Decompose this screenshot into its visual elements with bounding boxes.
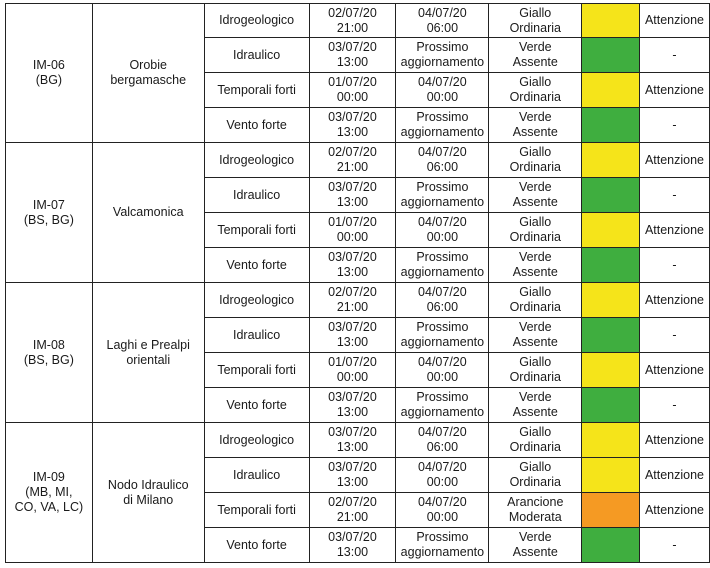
valid-from-date: 03/07/20 (328, 320, 377, 334)
alert-level-color-name: Giallo (519, 285, 552, 299)
valid-to-line-2: 06:00 (426, 300, 459, 314)
valid-from-time: 00:00 (336, 230, 369, 244)
valid-from-time: 21:00 (336, 300, 369, 314)
alert-table (5, 3, 710, 563)
alert-color-swatch (582, 353, 640, 388)
valid-from-time: 00:00 (336, 90, 369, 104)
valid-from-date: 03/07/20 (328, 40, 377, 54)
valid-from-date: 01/07/20 (328, 215, 377, 229)
valid-from-cell (309, 108, 396, 143)
alert-phase: Attenzione (644, 432, 705, 447)
alert-level-criticality: Assente (512, 55, 558, 69)
valid-from-cell (309, 4, 396, 38)
risk-type: Temporali forti (217, 362, 296, 377)
alert-level-cell (489, 493, 582, 528)
valid-to-line-2: aggiornamento (400, 405, 485, 419)
alert-level-color-name: Giallo (519, 215, 552, 229)
alert-color-swatch (582, 528, 640, 563)
valid-from-cell (309, 283, 396, 318)
risk-type: Idrogeologico (219, 13, 295, 27)
alert-level-criticality: Ordinaria (509, 370, 561, 384)
alert-level-color-name: Verde (518, 180, 552, 194)
alert-table-body (6, 4, 710, 563)
valid-from-date: 02/07/20 (328, 495, 377, 509)
risk-type-cell (204, 108, 309, 143)
alert-level-cell (489, 458, 582, 493)
table-row (6, 423, 710, 458)
risk-type-cell (204, 318, 309, 353)
valid-from-cell (309, 423, 396, 458)
area-name-line: Valcamonica (112, 205, 184, 219)
alert-level-criticality: Ordinaria (509, 160, 561, 174)
valid-to-cell (396, 318, 489, 353)
valid-from-date: 03/07/20 (328, 460, 377, 474)
alert-color-swatch (582, 283, 640, 318)
alert-level-criticality: Ordinaria (509, 20, 561, 35)
alert-level-color-name: Giallo (519, 355, 552, 369)
alert-phase: Attenzione (644, 292, 705, 307)
alert-color-swatch (582, 388, 640, 423)
risk-type: Vento forte (226, 257, 287, 272)
alert-level-color-name: Giallo (519, 460, 552, 474)
table-row (6, 143, 710, 178)
valid-from-time: 21:00 (336, 510, 369, 524)
alert-level-criticality: Assente (512, 545, 558, 559)
valid-from-time: 13:00 (336, 265, 369, 279)
alert-color-swatch (582, 248, 640, 283)
alert-phase-cell (639, 423, 709, 458)
alert-level-cell (489, 4, 582, 38)
alert-level-criticality: Ordinaria (509, 90, 561, 104)
alert-level-cell (489, 143, 582, 178)
risk-type-cell (204, 423, 309, 458)
valid-to-line-1: Prossimo (416, 110, 469, 124)
valid-to-cell (396, 4, 489, 38)
valid-to-cell (396, 423, 489, 458)
valid-to-line-1: 04/07/20 (418, 75, 467, 89)
alert-phase-cell (639, 38, 709, 73)
risk-type: Vento forte (226, 397, 287, 412)
valid-from-time: 00:00 (336, 370, 369, 384)
valid-to-cell (396, 528, 489, 563)
alert-phase-cell (639, 4, 709, 38)
alert-level-criticality: Ordinaria (509, 475, 561, 489)
area-name-line: bergamasche (110, 73, 187, 87)
area-name-cell (92, 143, 204, 283)
valid-from-date: 03/07/20 (328, 250, 377, 264)
zone-code: IM-07 (BS, BG) (23, 197, 74, 227)
risk-type-cell (204, 458, 309, 493)
risk-type-cell (204, 38, 309, 73)
valid-to-line-1: Prossimo (416, 180, 469, 194)
zone-code-cell (6, 283, 93, 423)
risk-type-cell (204, 178, 309, 213)
valid-to-line-2: 06:00 (426, 440, 459, 454)
area-name-cell (92, 283, 204, 423)
alert-level-color-name: Giallo (519, 5, 552, 20)
valid-to-cell (396, 248, 489, 283)
valid-to-line-1: 04/07/20 (418, 355, 467, 369)
valid-to-line-1: 04/07/20 (418, 285, 467, 299)
risk-type: Idraulico (232, 467, 281, 482)
alert-color-swatch (582, 143, 640, 178)
valid-from-time: 13:00 (336, 475, 369, 489)
alert-phase-cell (639, 388, 709, 423)
zone-code-cell (6, 143, 93, 283)
alert-level-cell (489, 353, 582, 388)
alert-phase: Attenzione (644, 362, 705, 377)
valid-to-cell (396, 178, 489, 213)
alert-phase: Attenzione (644, 502, 705, 517)
alert-phase-cell (639, 143, 709, 178)
valid-to-cell (396, 388, 489, 423)
valid-to-line-1: 04/07/20 (418, 425, 467, 439)
table-row (6, 283, 710, 318)
alert-level-criticality: Assente (512, 125, 558, 139)
alert-color-swatch (582, 178, 640, 213)
valid-from-time: 13:00 (336, 440, 369, 454)
valid-from-date: 03/07/20 (328, 390, 377, 404)
valid-from-time: 13:00 (336, 125, 369, 139)
valid-from-cell (309, 493, 396, 528)
alert-phase-cell (639, 213, 709, 248)
alert-color-swatch (582, 493, 640, 528)
alert-color-swatch (582, 4, 640, 38)
alert-color-swatch (582, 458, 640, 493)
valid-to-cell (396, 493, 489, 528)
valid-from-time: 21:00 (336, 20, 369, 35)
risk-type: Idraulico (232, 187, 281, 202)
alert-level-cell (489, 528, 582, 563)
alert-level-color-name: Verde (518, 320, 552, 334)
risk-type: Temporali forti (217, 222, 296, 237)
zone-code: IM-09 (MB, MI, CO, VA, LC) (14, 470, 84, 514)
valid-from-cell (309, 73, 396, 108)
risk-type-cell (204, 493, 309, 528)
zone-code: IM-08 (BS, BG) (23, 337, 74, 367)
alert-phase: - (672, 47, 677, 62)
risk-type-cell (204, 143, 309, 178)
alert-phase-cell (639, 108, 709, 143)
alert-level-cell (489, 213, 582, 248)
alert-level-cell (489, 388, 582, 423)
valid-to-line-1: Prossimo (416, 530, 469, 544)
alert-level-color-name: Giallo (519, 145, 552, 159)
valid-from-date: 03/07/20 (328, 110, 377, 124)
valid-from-date: 02/07/20 (328, 285, 377, 299)
valid-to-line-2: aggiornamento (400, 265, 485, 279)
alert-phase: - (672, 187, 677, 202)
alert-level-color-name: Arancione (507, 495, 564, 509)
area-name-line: di Milano (123, 492, 174, 507)
alert-level-color-name: Verde (518, 390, 552, 404)
valid-to-line-2: 00:00 (426, 90, 459, 104)
area-name-line: Nodo Idraulico (107, 477, 189, 492)
alert-phase-cell (639, 353, 709, 388)
alert-level-criticality: Ordinaria (509, 300, 561, 314)
valid-from-cell (309, 528, 396, 563)
alert-phase: Attenzione (644, 82, 705, 97)
alert-color-swatch (582, 38, 640, 73)
valid-to-cell (396, 458, 489, 493)
alert-phase-cell (639, 528, 709, 563)
valid-to-line-2: aggiornamento (400, 335, 485, 349)
valid-to-line-1: Prossimo (416, 390, 469, 404)
area-name-cell (92, 423, 204, 563)
table-row (6, 4, 710, 38)
risk-type-cell (204, 73, 309, 108)
alert-phase-cell (639, 493, 709, 528)
area-name-line: orientali (126, 352, 171, 367)
valid-from-time: 13:00 (336, 405, 369, 419)
alert-phase-cell (639, 283, 709, 318)
valid-from-time: 13:00 (336, 335, 369, 349)
valid-to-line-2: 00:00 (426, 370, 459, 384)
valid-from-time: 13:00 (336, 545, 369, 559)
valid-to-line-1: Prossimo (416, 250, 469, 264)
area-name-line: Laghi e Prealpi (106, 337, 190, 352)
valid-to-cell (396, 73, 489, 108)
alert-level-color-name: Verde (518, 250, 552, 264)
alert-level-cell (489, 178, 582, 213)
alert-phase: - (672, 117, 677, 132)
alert-phase: Attenzione (644, 467, 705, 482)
valid-from-time: 13:00 (336, 55, 369, 69)
valid-to-line-1: 04/07/20 (418, 5, 467, 20)
risk-type: Idraulico (232, 327, 281, 342)
alert-level-color-name: Verde (518, 40, 552, 54)
valid-to-line-2: aggiornamento (400, 545, 485, 559)
alert-phase-cell (639, 178, 709, 213)
alert-color-swatch (582, 318, 640, 353)
alert-color-swatch (582, 423, 640, 458)
alert-level-cell (489, 283, 582, 318)
valid-to-line-1: 04/07/20 (418, 145, 467, 159)
valid-to-line-2: 00:00 (426, 510, 459, 524)
valid-from-cell (309, 38, 396, 73)
area-name-cell (92, 4, 204, 143)
valid-from-date: 01/07/20 (328, 75, 377, 89)
valid-from-date: 02/07/20 (328, 5, 377, 20)
risk-type-cell (204, 528, 309, 563)
valid-from-cell (309, 143, 396, 178)
risk-type: Vento forte (226, 537, 287, 552)
alert-level-criticality: Ordinaria (509, 440, 561, 454)
alert-level-criticality: Ordinaria (509, 230, 561, 244)
valid-to-cell (396, 108, 489, 143)
valid-to-cell (396, 353, 489, 388)
risk-type: Temporali forti (217, 82, 296, 97)
alert-level-cell (489, 38, 582, 73)
alert-phase: Attenzione (644, 13, 705, 27)
zone-code-cell (6, 423, 93, 563)
risk-type-cell (204, 248, 309, 283)
valid-to-cell (396, 38, 489, 73)
valid-from-cell (309, 353, 396, 388)
alert-level-cell (489, 73, 582, 108)
valid-from-date: 03/07/20 (328, 425, 377, 439)
alert-phase: Attenzione (644, 152, 705, 167)
alert-phase: - (672, 397, 677, 412)
alert-level-criticality: Assente (512, 195, 558, 209)
alert-level-criticality: Assente (512, 265, 558, 279)
alert-phase: Attenzione (644, 222, 705, 237)
alert-color-swatch (582, 108, 640, 143)
valid-from-time: 21:00 (336, 160, 369, 174)
alert-phase: - (672, 327, 677, 342)
risk-type: Idrogeologico (219, 292, 295, 307)
alert-color-swatch (582, 213, 640, 248)
valid-to-line-2: 06:00 (426, 20, 459, 35)
valid-to-cell (396, 143, 489, 178)
valid-from-cell (309, 178, 396, 213)
risk-type-cell (204, 283, 309, 318)
valid-from-date: 02/07/20 (328, 145, 377, 159)
valid-to-line-2: aggiornamento (400, 55, 485, 69)
valid-from-date: 03/07/20 (328, 530, 377, 544)
alert-level-cell (489, 248, 582, 283)
valid-to-line-2: aggiornamento (400, 195, 485, 209)
alert-phase: - (672, 257, 677, 272)
risk-type-cell (204, 4, 309, 38)
valid-to-cell (396, 213, 489, 248)
risk-type: Idraulico (232, 47, 281, 62)
valid-to-line-1: 04/07/20 (418, 460, 467, 474)
alert-level-color-name: Verde (518, 110, 552, 124)
valid-to-cell (396, 283, 489, 318)
alert-phase-cell (639, 458, 709, 493)
valid-to-line-1: 04/07/20 (418, 215, 467, 229)
valid-to-line-1: Prossimo (416, 320, 469, 334)
valid-to-line-2: 06:00 (426, 160, 459, 174)
risk-type: Vento forte (226, 117, 287, 132)
zone-code-cell (6, 4, 93, 143)
alert-level-cell (489, 423, 582, 458)
valid-from-cell (309, 388, 396, 423)
valid-to-line-2: 00:00 (426, 475, 459, 489)
valid-to-line-1: 04/07/20 (418, 495, 467, 509)
risk-type: Temporali forti (217, 502, 296, 517)
risk-type-cell (204, 213, 309, 248)
alert-phase-cell (639, 248, 709, 283)
valid-from-date: 01/07/20 (328, 355, 377, 369)
valid-from-time: 13:00 (336, 195, 369, 209)
valid-from-cell (309, 318, 396, 353)
alert-color-swatch (582, 73, 640, 108)
risk-type-cell (204, 353, 309, 388)
valid-from-date: 03/07/20 (328, 180, 377, 194)
valid-from-cell (309, 213, 396, 248)
alert-phase: - (672, 537, 677, 552)
risk-type-cell (204, 388, 309, 423)
area-name-line: Orobie (129, 58, 167, 72)
risk-type: Idrogeologico (219, 152, 295, 167)
alert-level-criticality: Assente (512, 335, 558, 349)
alert-level-color-name: Verde (518, 530, 552, 544)
alert-level-color-name: Giallo (519, 75, 552, 89)
alert-phase-cell (639, 318, 709, 353)
valid-to-line-1: Prossimo (416, 40, 469, 54)
zone-code: IM-06 (BG) (32, 58, 65, 87)
risk-type: Idrogeologico (219, 432, 295, 447)
alert-level-cell (489, 108, 582, 143)
valid-from-cell (309, 458, 396, 493)
valid-from-cell (309, 248, 396, 283)
alert-level-color-name: Giallo (519, 425, 552, 439)
alert-level-criticality: Moderata (508, 510, 562, 524)
alert-phase-cell (639, 73, 709, 108)
alert-level-cell (489, 318, 582, 353)
alert-level-criticality: Assente (512, 405, 558, 419)
valid-to-line-2: aggiornamento (400, 125, 485, 139)
valid-to-line-2: 00:00 (426, 230, 459, 244)
